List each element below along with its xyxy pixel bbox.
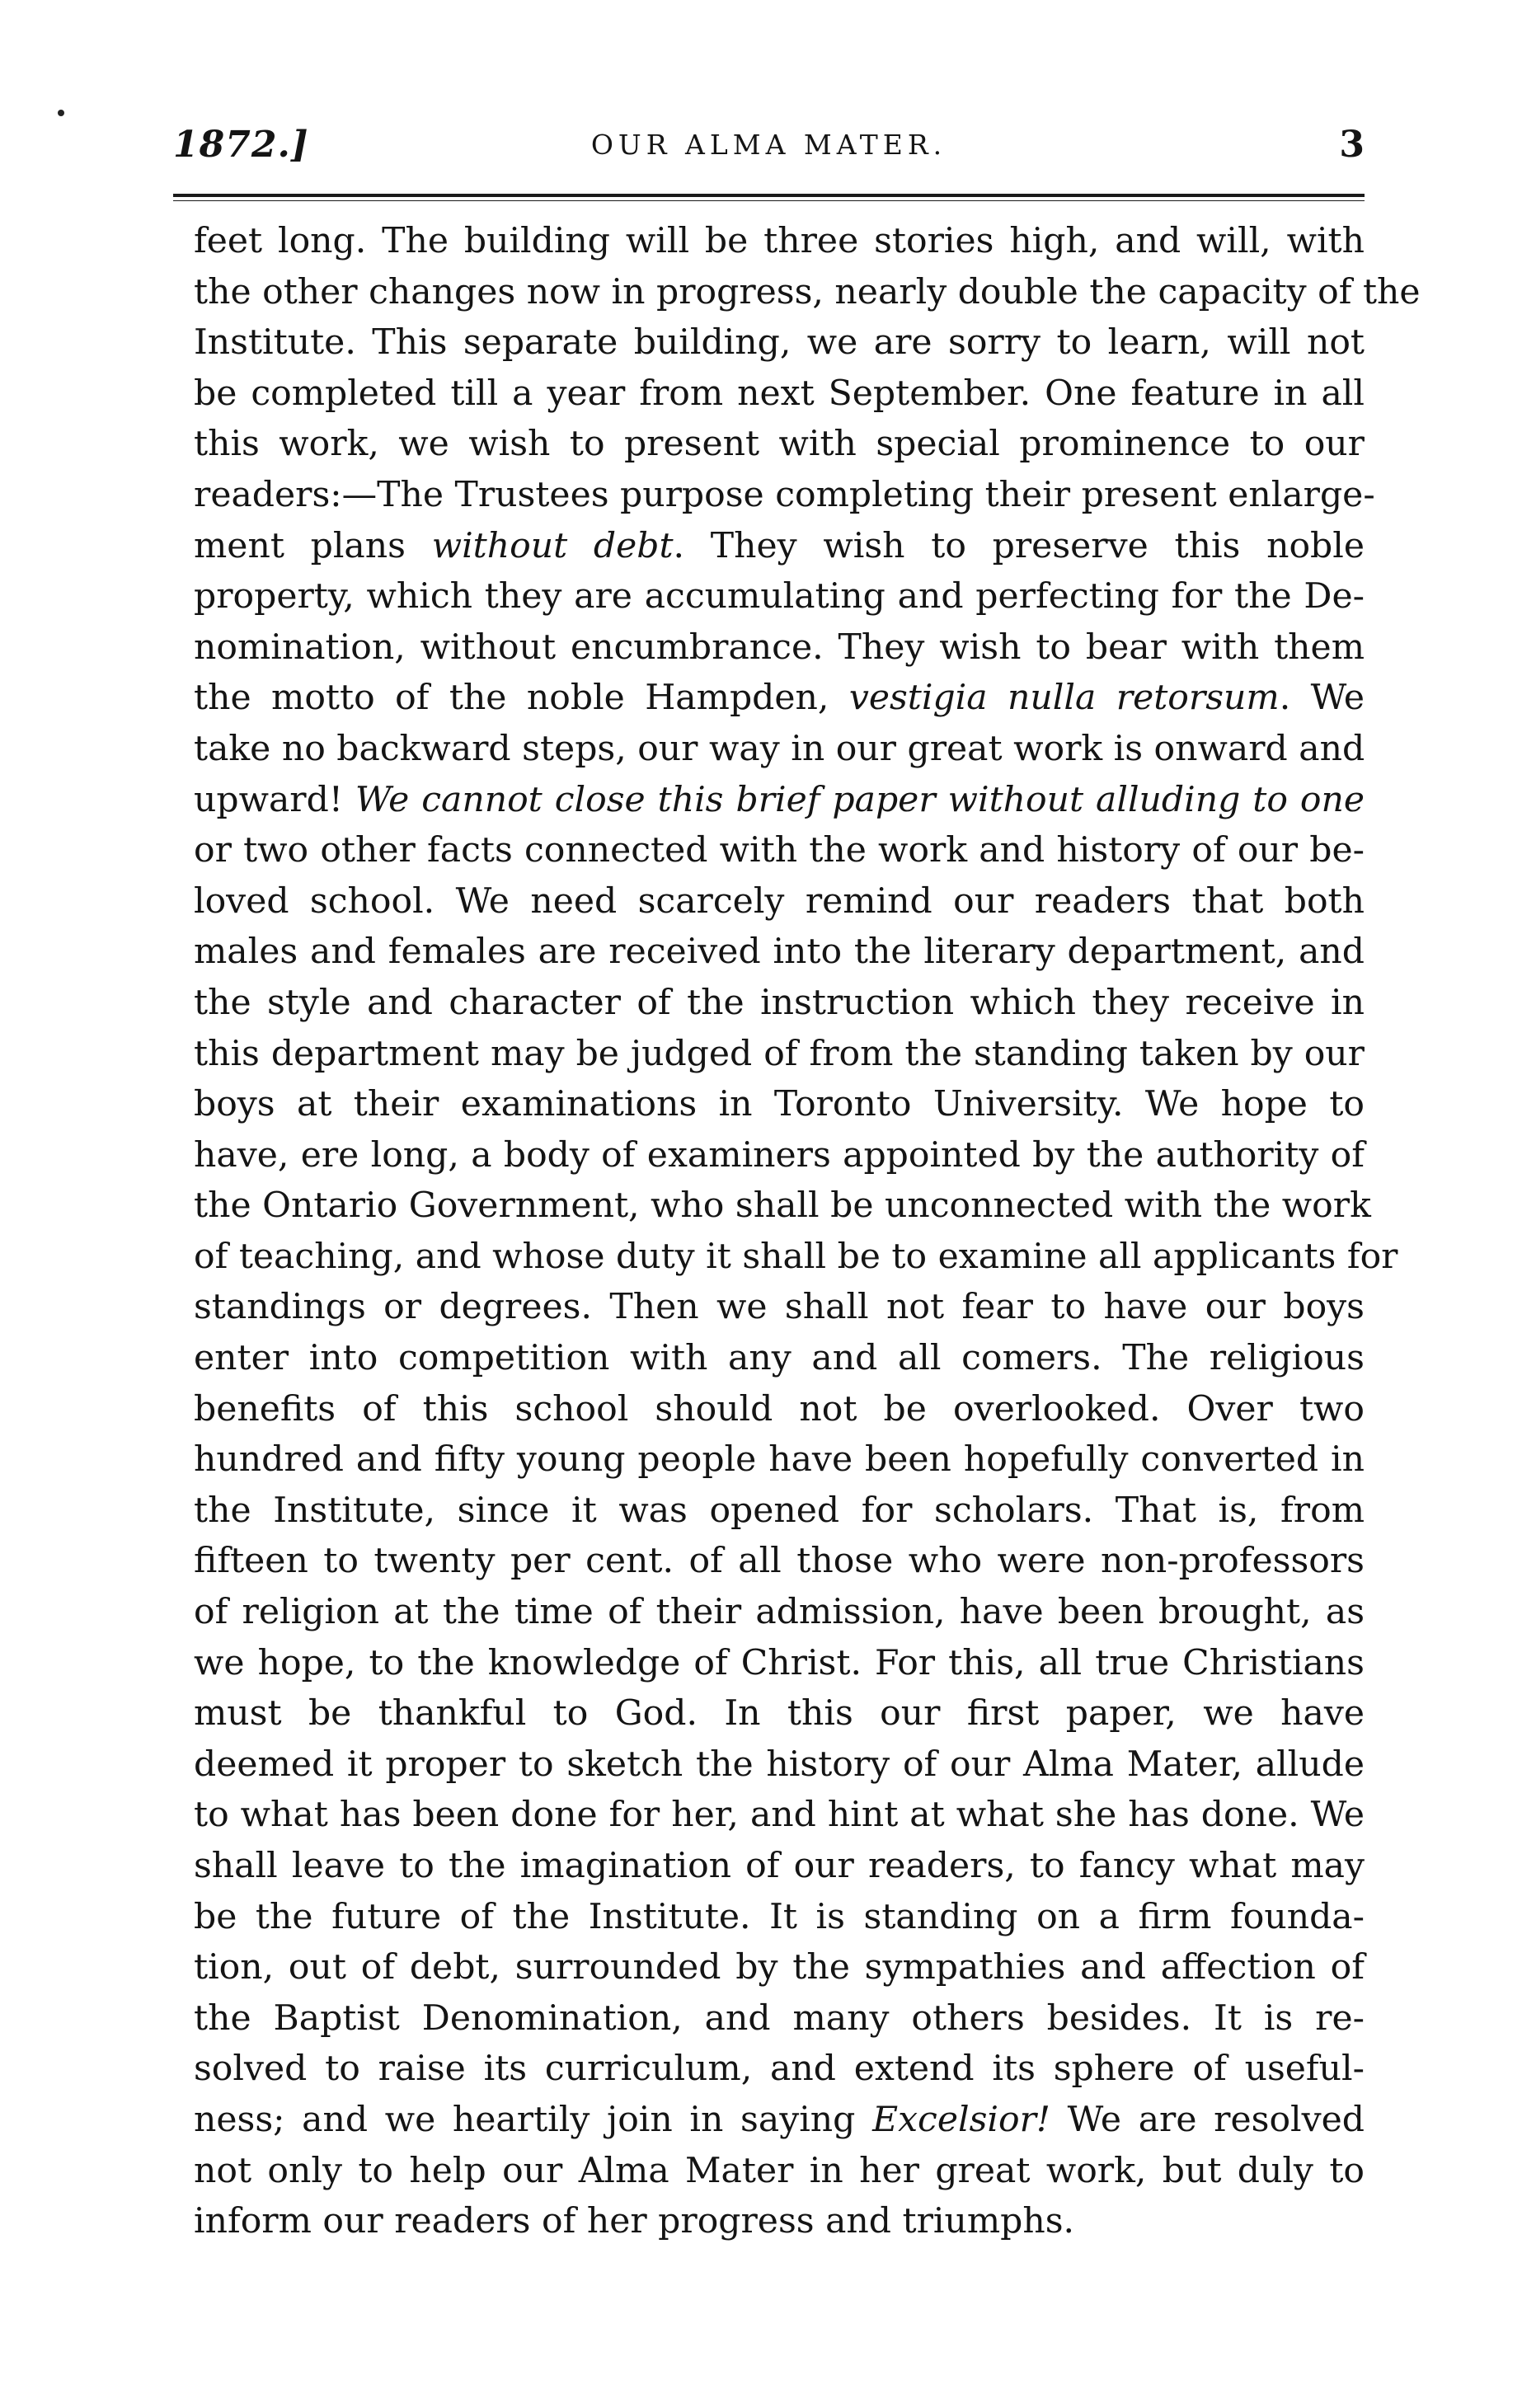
body-text bbox=[194, 216, 1421, 2247]
text-line: loved school. We need scarcely remind our readers that both bbox=[194, 880, 1365, 922]
text-line: be completed till a year from next September. One feature in all bbox=[194, 373, 1365, 414]
text-line: this work, we wish to present with special prominence to our bbox=[194, 424, 1365, 465]
text-line: males and females are received into the literary department, and bbox=[194, 932, 1365, 973]
text-line: the style and character of the instruction which they receive in bbox=[194, 982, 1365, 1023]
text-line: the motto of the noble Hampden, vestigia nulla retorsum. We bbox=[194, 678, 1365, 719]
text-line: solved to raise its curriculum, and extend its sphere of useful- bbox=[194, 2049, 1365, 2090]
text-line: of teaching, and whose duty it shall be to examine all applicants for bbox=[194, 1236, 1398, 1277]
text-line: property, which they are accumulating and perfecting for the De- bbox=[194, 576, 1365, 617]
header-rule bbox=[173, 194, 1365, 197]
text-line: take no backward steps, our way in our great work is onward and bbox=[194, 728, 1365, 769]
text-line: boys at their examinations in Toronto University. We hope to bbox=[194, 1084, 1365, 1125]
text-line: hundred and fifty young people have been hopefully converted in bbox=[194, 1439, 1365, 1481]
text-line: we hope, to the knowledge of Christ. For this, all true Christians bbox=[194, 1642, 1365, 1683]
text-line: the other changes now in progress, nearly double the capacity of the bbox=[194, 271, 1421, 312]
text-line: be the future of the Institute. It is standing on a firm founda- bbox=[194, 1896, 1365, 1937]
text-line: the Ontario Government, who shall be unconnected with the work bbox=[194, 1185, 1371, 1227]
running-header bbox=[173, 124, 1365, 181]
text-line: ment plans without debt. They wish to preserve this noble bbox=[194, 525, 1365, 566]
text-line: shall leave to the imagination of our readers, to fancy what may bbox=[194, 1846, 1365, 1886]
text-line: must be thankful to God. In this our first paper, we have bbox=[194, 1693, 1365, 1734]
text-line: Institute. This separate building, we are sorry to learn, will not bbox=[194, 322, 1365, 364]
text-line: nomination, without encumbrance. They wish to bear with them bbox=[194, 627, 1365, 668]
text-line: have, ere long, a body of examiners appointed by the authority of bbox=[194, 1134, 1365, 1176]
text-line: to what has been done for her, and hint at what she has done. We bbox=[194, 1795, 1365, 1836]
text-line: benefits of this school should not be overlooked. Over two bbox=[194, 1388, 1365, 1429]
text-line: fifteen to twenty per cent. of all those who were non-professors bbox=[194, 1541, 1365, 1582]
text-line: feet long. The building will be three stories high, and will, with bbox=[194, 221, 1365, 261]
text-line: enter into competition with any and all comers. The religious bbox=[194, 1338, 1365, 1379]
text-line: standings or degrees. Then we shall not fear to have our boys bbox=[194, 1287, 1365, 1328]
text-line: deemed it proper to sketch the history of our Alma Mater, allude bbox=[194, 1744, 1365, 1785]
text-line: inform our readers of her progress and triumphs. bbox=[194, 2201, 1075, 2242]
text-line: this department may be judged of from the standing taken by our bbox=[194, 1033, 1365, 1074]
text-line: of religion at the time of their admission, have been brought, as bbox=[194, 1592, 1365, 1633]
page-number: 3 bbox=[1339, 124, 1365, 166]
header-year: 1872.] bbox=[173, 124, 309, 166]
text-line: not only to help our Alma Mater in her great work, but duly to bbox=[194, 2150, 1365, 2191]
text-line: readers:—The Trustees purpose completing their present enlarge- bbox=[194, 474, 1375, 515]
text-line: tion, out of debt, surrounded by the sympathies and affection of bbox=[194, 1947, 1365, 1988]
text-line: or two other facts connected with the work and history of our be- bbox=[194, 830, 1365, 871]
margin-dot bbox=[58, 110, 64, 116]
text-line: upward! We cannot close this brief paper without alluding to one bbox=[194, 779, 1365, 820]
header-rule-thin bbox=[173, 200, 1365, 201]
text-line: the Baptist Denomination, and many others besides. It is re- bbox=[194, 1997, 1365, 2039]
header-title: OUR ALMA MATER. bbox=[590, 129, 947, 161]
text-line: the Institute, since it was opened for scholars. That is, from bbox=[194, 1490, 1365, 1531]
text-line: ness; and we heartily join in saying Excelsior! We are resolved bbox=[194, 2099, 1365, 2140]
